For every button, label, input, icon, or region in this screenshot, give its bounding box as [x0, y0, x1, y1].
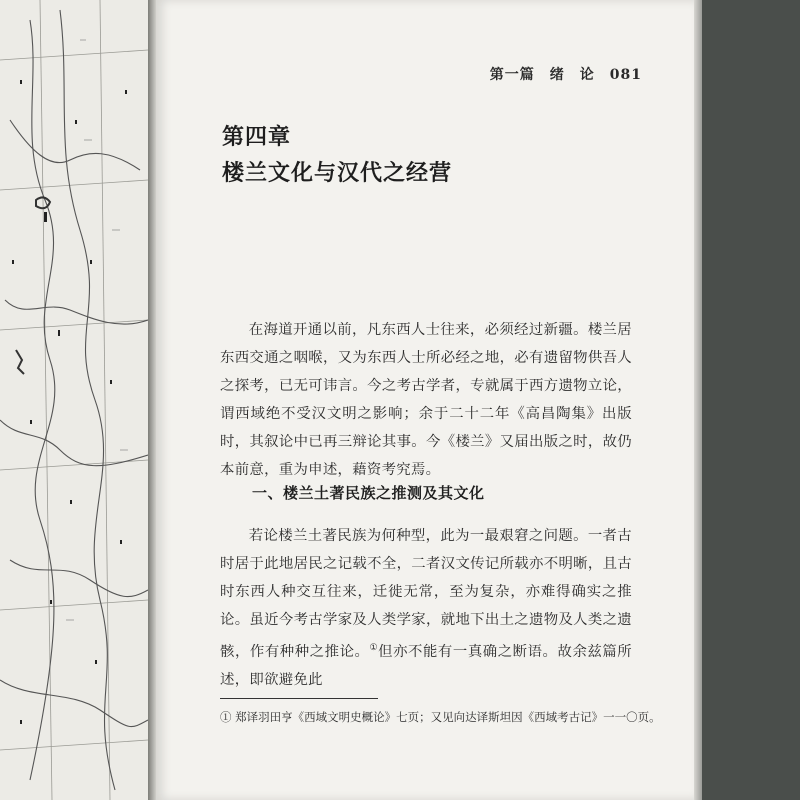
body-paragraph-with-note	[220, 522, 632, 694]
map-illustration	[0, 0, 148, 800]
running-head: 第一篇 绪 论 081	[489, 67, 642, 83]
page-edge	[694, 0, 702, 800]
footnote: ① 郑译羽田亨《西域文明史概论》七页；又见向达译斯坦因《西域考古记》一一〇页。	[220, 710, 661, 724]
paragraph-text-after-note: 但亦不能有一真确之断语。故余兹篇所述，即欲避免此	[220, 643, 632, 688]
right-page	[156, 0, 694, 800]
chapter-label: 第四章	[222, 124, 292, 150]
body-paragraph: 在海道开通以前，凡东西人士往来，必须经过新疆。楼兰居东西交通之咽喉，又为东西人士所必经之地，必有遗留物供吾人之探考，已无可讳言。今之考古学者，专就属于西方遗物立论，谓西域绝不受汉文明之影响；余于二十二年《高昌陶集》出版时，其叙论中已再三辩论其事。今《楼兰》又届出版之时，故仍本前意，重为申述，藉资考究焉。	[220, 322, 632, 478]
section-heading: 一、楼兰土著民族之推测及其文化	[252, 484, 485, 502]
footnote-marker: ①	[369, 643, 379, 653]
chapter-title: 楼兰文化与汉代之经营	[222, 160, 453, 186]
book-gutter	[148, 0, 156, 800]
footnote-divider	[220, 698, 378, 699]
left-page	[0, 0, 148, 800]
paragraph-text-before-note: 若论楼兰土著民族为何种型，此为一最艰窘之问题。一者古时居于此地居民之记载不全，二者汉文传记所载亦不明晰，且古时东西人种交互往来，迁徙无常，至为复杂，亦难得确实之推论。虽近今考古学家及人类学家，就地下出土之遗物及人类之遗骸，作有种种之推论。	[220, 528, 632, 660]
